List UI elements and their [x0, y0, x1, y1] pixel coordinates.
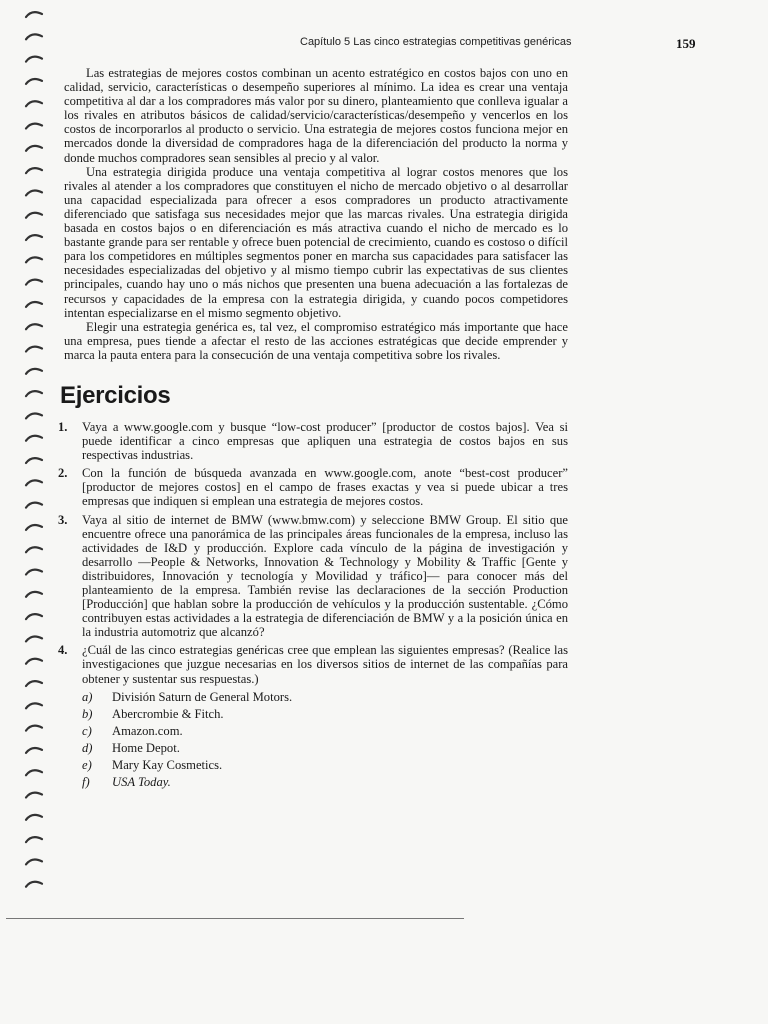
binding-hole-mark [26, 770, 42, 775]
option-text: Home Depot. [112, 740, 180, 755]
exercise-text: Vaya al sitio de internet de BMW (www.bmw.com) y seleccione BMW Group. El sitio que encuentre ofrece una panorámica de las principales áreas funcionales de la empresa, incluso las actividades de I&D y producción. Explore cada vínculo de la página de investigación y desarrollo —People & Networks, Innovation & Technology y Mobility & Traffic [Gente y distribuidores, Innovación y tecnología y Movilidad y tráfico]— para conocer más del planteamiento de la empresa. También revise las declaraciones de la sección Production [Producción] que hablan sobre la producción de vehículos y la producción sustentable. ¿Cómo contribuyen estas actividades a la estrategia de diferenciación de BMW y a la posición única en la industria automotriz que alcanzó? [82, 512, 568, 640]
binding-hole-mark [26, 324, 42, 329]
option-item [82, 724, 568, 738]
option-list [82, 690, 568, 790]
option-text: División Saturn de General Motors. [112, 689, 293, 704]
option-letter: c) [82, 723, 92, 738]
option-letter: e) [82, 758, 92, 773]
binding-hole-mark [26, 57, 42, 62]
option-item [82, 741, 568, 755]
binding-hole-mark [26, 146, 42, 151]
exercise-list [58, 419, 568, 790]
binding-hole-mark [26, 748, 42, 753]
option-text: Amazon.com. [112, 723, 183, 738]
binding-hole-mark [26, 12, 42, 17]
binding-hole-mark [26, 703, 42, 708]
exercise-number: 4. [58, 643, 68, 658]
binding-hole-mark [26, 347, 42, 352]
binding-hole-mark [26, 280, 42, 285]
paragraph-focused-strategy: Una estrategia dirigida produce una ventaja competitiva al lograr costos menores que los rivales al atender a los compradores que constituyen el nicho de mercado objetivo o al desarrollar una capacidad especializada para ofrecer a esos compradores un producto atractivamente diferenciado que satisfaga sus necesidades mejor que las marcas rivales. Una estrategia dirigida basada en costos bajos o en diferenciación es más atractiva cuando el nicho de mercado es lo bastante grande para ser rentable y ofrece buen potencial de crecimiento, cuando es costoso o difícil para los competidores en múltiples segmentos poner en marcha sus capacidades para satisfacer las necesidades especializadas del objetivo y al mismo tiempo cubrir las expectativas de sus clientes principales, cuando hay uno o más nichos que presenten una buena adecuación a las fortalezas de recursos y capacidades de la empresa con la estrategia dirigida, y cuando pocos competidores intentan especializarse en el mismo segmento objetivo. [64, 164, 568, 320]
exercise-number: 2. [58, 466, 68, 481]
binding-hole-mark [26, 570, 42, 575]
exercise-text: ¿Cuál de las cinco estrategias genéricas cree que emplean las siguientes empresas? (Realice las investigaciones que juzgue necesarias en los diversos sitios de internet de las compañías para obtener y sustentar sus respuestas.) [82, 643, 568, 686]
option-item [82, 690, 568, 704]
binding-hole-mark [26, 302, 42, 307]
running-head: Capítulo 5 Las cinco estrategias competitivas genéricas [300, 36, 572, 48]
binding-hole-mark [26, 101, 42, 106]
binding-hole-mark [26, 436, 42, 441]
exercise-item [58, 643, 568, 790]
binding-hole-mark [26, 235, 42, 240]
binding-hole-mark [26, 413, 42, 418]
option-item [82, 707, 568, 721]
binding-hole-mark [26, 257, 42, 262]
exercise-text: Con la función de búsqueda avanzada en www.google.com, anote “best-cost producer” [productor de mejores costos] en el campo de frases exactas y vea si puede ubicar a tres empresas que indiquen si emplean una estrategia de mejores costos. [82, 466, 568, 509]
page-number: 159 [676, 36, 696, 51]
binding-hole-mark [26, 458, 42, 463]
exercise-item [58, 512, 568, 640]
binding-hole-mark [26, 503, 42, 508]
binding-hole-mark [26, 592, 42, 597]
spiral-binding-marks [20, 0, 48, 900]
exercise-item [58, 466, 568, 509]
binding-hole-mark [26, 659, 42, 664]
option-letter: b) [82, 706, 93, 721]
binding-hole-mark [26, 859, 42, 864]
binding-hole-mark [26, 480, 42, 485]
binding-hole-mark [26, 190, 42, 195]
paragraph-generic-strategy: Elegir una estrategia genérica es, tal vez, el compromiso estratégico más importante que hace una empresa, pues tiende a afectar el resto de las acciones estratégicas que decide emprender y marca la pauta entera para la consecución de una ventaja competitiva sobre los rivales. [64, 319, 568, 362]
binding-hole-mark [26, 391, 42, 396]
page-content [58, 66, 568, 793]
binding-hole-mark [26, 547, 42, 552]
exercise-number: 1. [58, 419, 68, 434]
binding-hole-mark [26, 79, 42, 84]
paragraph-best-cost: Las estrategias de mejores costos combinan un acento estratégico en costos bajos con uno en calidad, servicio, características o desempeño superiores al mínimo. La idea es crear una ventaja competitiva al dar a los compradores más valor por su dinero, planteamiento que conlleva igualar a los rivales en atributos básicos de calidad/servicio/características/desempeño y vencerlos en los costos de incorporarlos al producto o servicio. Una estrategia de mejores costos funciona mejor en mercados donde la diversidad de compradores haga de la diferenciación del producto la norma y donde muchos compradores sean sensibles al precio y al valor. [64, 66, 568, 165]
binding-hole-mark [26, 726, 42, 731]
option-text: USA Today. [112, 775, 171, 790]
option-letter: f) [82, 775, 90, 790]
binding-hole-mark [26, 124, 42, 129]
binding-hole-mark [26, 525, 42, 530]
binding-hole-mark [26, 168, 42, 173]
binding-hole-mark [26, 882, 42, 887]
binding-hole-mark [26, 815, 42, 820]
exercise-number: 3. [58, 512, 68, 527]
exercise-text: Vaya a www.google.com y busque “low-cost producer” [productor de costos bajos]. Vea si puede identificar a cinco empresas que apliquen una estrategia de costos bajos en sus respectivas industrias. [82, 419, 568, 463]
binding-hole-mark [26, 369, 42, 374]
binding-hole-mark [26, 636, 42, 641]
binding-hole-mark [26, 213, 42, 218]
option-item [82, 775, 568, 789]
spiral-binding [20, 0, 48, 900]
binding-hole-mark [26, 614, 42, 619]
binding-hole-mark [26, 793, 42, 798]
binding-hole-mark [26, 837, 42, 842]
option-letter: d) [82, 740, 93, 755]
option-text: Mary Kay Cosmetics. [112, 758, 223, 773]
exercise-item [58, 419, 568, 463]
binding-hole-mark [26, 681, 42, 686]
option-text: Abercrombie & Fitch. [112, 706, 224, 721]
option-letter: a) [82, 689, 93, 704]
section-title: Ejercicios [60, 381, 171, 409]
option-item [82, 758, 568, 772]
bottom-rule [6, 918, 464, 919]
binding-hole-mark [26, 34, 42, 39]
